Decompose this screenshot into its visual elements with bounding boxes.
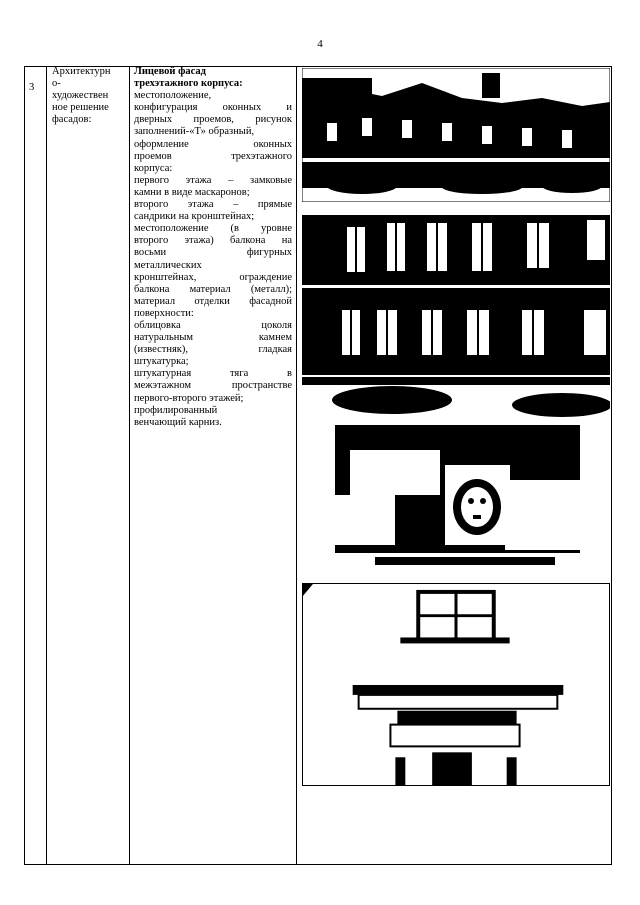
description-line: штукатурная тяга в: [134, 368, 292, 380]
table-bottom-border: [24, 864, 612, 865]
mascaron-keystone-photo: [335, 425, 580, 568]
description-line: первого-второго этажей;: [134, 392, 244, 404]
description-line: заполнений-«Т» образный,: [134, 126, 255, 138]
description-line: дверных проемов, рисунок: [134, 114, 292, 126]
description-line: поверхности:: [134, 307, 194, 319]
column-divider-3: [296, 66, 297, 865]
section-line: Архитектурн: [52, 66, 111, 77]
description-cell: [134, 66, 292, 429]
column-divider-1: [46, 66, 47, 865]
description-line: (известняк), гладкая: [134, 344, 292, 356]
description-line: материал отделки фасадной: [134, 295, 292, 307]
facade-windows-photo: [302, 215, 610, 420]
description-line: местоположение,: [134, 90, 212, 102]
description-line: первого этажа – замковые: [134, 174, 292, 186]
description-line: местоположение (в уровне: [134, 223, 292, 235]
description-line: венчающий карниз.: [134, 416, 222, 428]
description-line: оформление оконных: [134, 138, 292, 150]
section-line: художествен: [52, 90, 109, 102]
description-line: облицовка цоколя: [134, 319, 292, 331]
section-line: фасадов:: [52, 114, 92, 126]
section-line: о-: [52, 78, 61, 90]
column-divider-2: [129, 66, 130, 865]
section-name: [52, 66, 130, 126]
description-line: сандрики на кронштейнах;: [134, 211, 255, 223]
description-line: штукатурка;: [134, 356, 189, 368]
description-line: второго этажа) балкона на: [134, 235, 292, 247]
description-line: проемов трехэтажного: [134, 150, 292, 162]
description-line: натуральным камнем: [134, 332, 292, 344]
description-line: камни в виде маскаронов;: [134, 186, 250, 198]
description-line: кронштейнах, ограждение: [134, 271, 292, 283]
section-line: ное решение: [52, 102, 109, 114]
description-body: [134, 90, 292, 429]
description-line: межэтажном пространстве: [134, 380, 292, 392]
description-title-line: Лицевой фасад: [134, 66, 206, 77]
table-border-right: [611, 66, 612, 865]
window-sandrik-photo: [302, 583, 610, 786]
description-line: второго этажа – прямые: [134, 199, 292, 211]
description-line: профилированный: [134, 404, 218, 416]
row-number: 3: [29, 82, 35, 93]
description-line: металлических: [134, 259, 202, 271]
facade-street-photo: [302, 68, 610, 202]
page-number: 4: [317, 38, 323, 50]
description-title-line: трехэтажного корпуса:: [134, 78, 243, 90]
description-line: балкона материал (металл);: [134, 283, 292, 295]
table-border-left: [24, 66, 25, 865]
description-line: корпуса:: [134, 162, 173, 174]
description-line: восьми фигурных: [134, 247, 292, 259]
description-line: конфигурация оконных и: [134, 102, 292, 114]
